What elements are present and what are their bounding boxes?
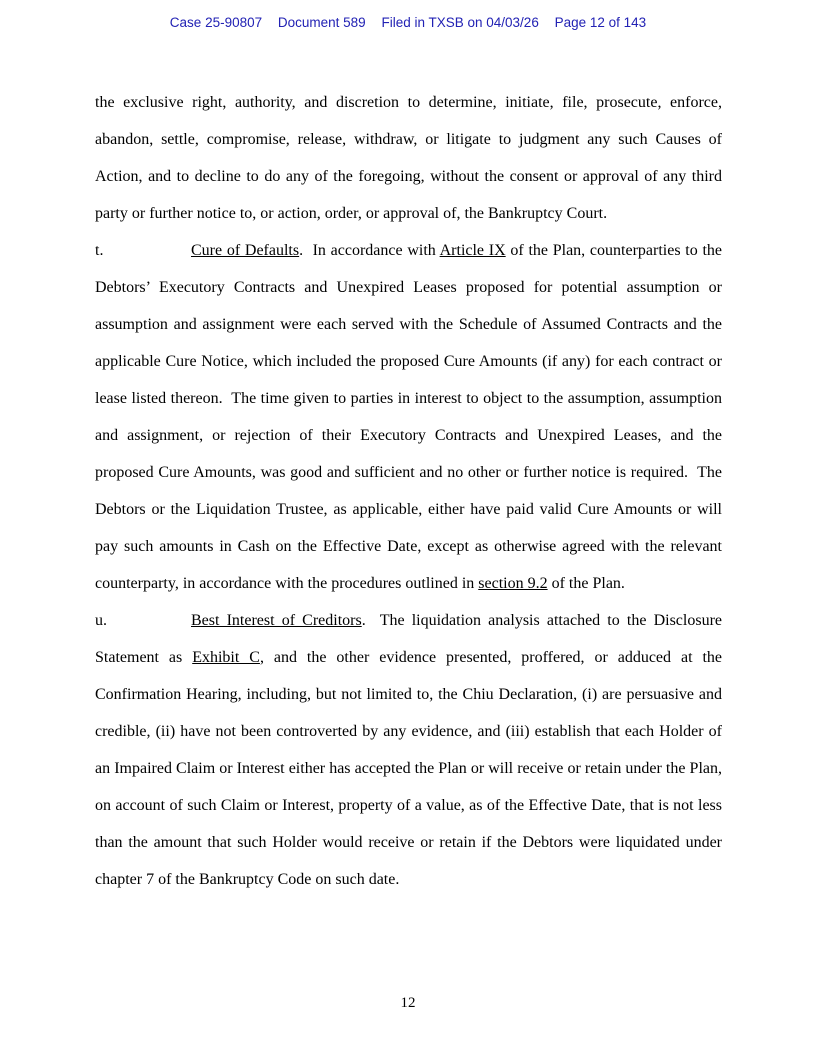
underlined-text: Cure of Defaults <box>191 242 300 259</box>
paragraph-text: of the Plan. <box>547 575 625 592</box>
paragraph-text: of the Plan, counterparties to the Debtors’ Executory Contracts and Unexpired Leases proposed for potential assumption or assumption and assignment were each served with the Schedule of Assumed Contracts and the applicable Cure Notice, which included the proposed Cure Amounts (if any) for each contract or lease listed thereon. The time given to parties in interest to object to the assumption, assumption and assignment, or rejection of their Executory Contracts and Unexpired Leases, and the proposed Cure Amounts, was good and sufficient and no other or further notice is required. The Debtors or the Liquidation Trustee, as applicable, either have paid valid Cure Amounts or will pay such amounts in Cash on the Effective Date, except as otherwise agreed with the relevant counterparty, in accordance with the procedures outlined in <box>95 242 722 592</box>
paragraph-marker: u. <box>95 612 107 629</box>
paragraph <box>95 84 722 232</box>
stamp-page-count: Page 12 of 143 <box>554 15 647 30</box>
page-number: 12 <box>400 995 416 1011</box>
stamp-filed-date: Filed in TXSB on 04/03/26 <box>381 15 539 30</box>
paragraph-marker: t. <box>95 242 104 259</box>
underlined-text: Best Interest of Creditors <box>191 612 362 629</box>
paragraph-text: , and the other evidence presented, proffered, or adduced at the Confirmation Hearing, including, but not limited to, the Chiu Declaration, (i) are persuasive and credible, (ii) have not been controverted by any evidence, and (iii) establish that each Holder of an Impaired Claim or Interest either has accepted the Plan or will receive or retain under the Plan, on account of such Claim or Interest, property of a value, as of the Effective Date, that is not less than the amount that such Holder would receive or retain if the Debtors were liquidated under chapter 7 of the Bankruptcy Code on such date. <box>95 649 723 888</box>
paragraph-text: . In accordance with <box>299 242 440 259</box>
underlined-text: Exhibit C <box>192 649 260 666</box>
paragraph-text: . The liquidation analysis attached to the Disclosure Statement as <box>95 612 723 666</box>
court-filing-stamp <box>0 15 816 30</box>
paragraph-text: the exclusive right, authority, and discretion to determine, initiate, file, prosecute, enforce, abandon, settle, compromise, release, withdraw, or litigate to judgment any such Causes of Action, and to decline to do any of the foregoing, without the consent or approval of any third party or further notice to, or action, order, or approval of, the Bankruptcy Court. <box>95 94 722 222</box>
stamp-document-number: Document 589 <box>277 15 366 30</box>
paragraph <box>95 232 722 602</box>
stamp-case-number: Case 25-90807 <box>169 15 263 30</box>
document-body <box>95 84 722 898</box>
underlined-text: section 9.2 <box>478 575 548 592</box>
underlined-text: Article IX <box>439 242 506 259</box>
paragraph <box>95 602 722 898</box>
